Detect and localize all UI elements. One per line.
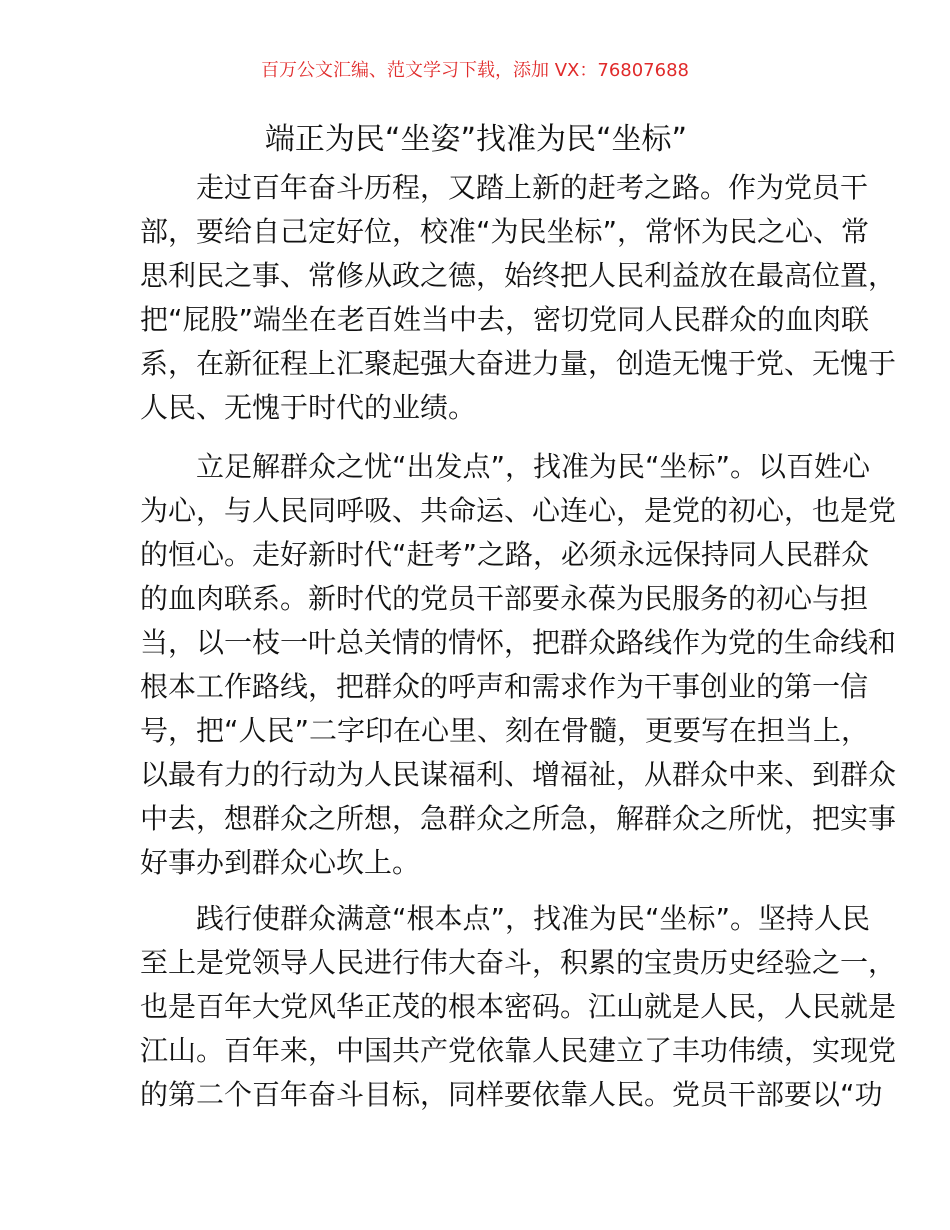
text-line: 走过百年奋斗历程，又踏上新的赶考之路。作为党员干 [196,171,869,204]
text-line: 部，要给自己定好位，校准“为民坐标”，常怀为民之心、常 [140,215,870,248]
text-line: 思利民之事、常修从政之德，始终把人民利益放在最高位置， [140,259,897,292]
text-line: 立足解群众之忧“出发点”，找准为民“坐标”。以百姓心 [196,450,871,483]
text-line: 为心，与人民同呼吸、共命运、心连心，是党的初心，也是党 [140,494,897,527]
text-line: 的恒心。走好新时代“赶考”之路，必须永远保持同人民群众 [140,538,870,571]
text-line: 中去，想群众之所想，急群众之所急，解群众之所忧，把实事 [140,802,897,835]
text-line: 以最有力的行动为人民谋福利、增福祉，从群众中来、到群众 [140,758,897,791]
text-line: 的第二个百年奋斗目标，同样要依靠人民。党员干部要以“功 [140,1078,883,1111]
watermark-header: 百万公文汇编、范文学习下载，添加 VX：76807688 [261,60,689,81]
text-line: 好事办到群众心坎上。 [140,846,421,879]
text-line: 也是百年大党风华正茂的根本密码。江山就是人民，人民就是 [140,990,897,1023]
text-line: 至上是党领导人民进行伟大奋斗，积累的宝贵历史经验之一， [140,946,897,979]
document-title: 端正为民“坐姿”找准为民“坐标” [264,122,688,157]
text-line: 系，在新征程上汇聚起强大奋进力量，创造无愧于党、无愧于 [140,347,897,380]
text-line: 的血肉联系。新时代的党员干部要永葆为民服务的初心与担 [140,582,869,615]
text-line: 践行使群众满意“根本点”，找准为民“坐标”。坚持人民 [196,902,871,935]
text-line: 号，把“人民”二字印在心里、刻在骨髓，更要写在担当上， [140,714,870,747]
paragraph-1 [140,166,897,430]
text-line: 人民、无愧于时代的业绩。 [140,391,477,424]
paragraph-3 [140,897,897,1117]
text-line: 当，以一枝一叶总关情的情怀，把群众路线作为党的生命线和 [140,626,897,659]
text-line: 把“屁股”端坐在老百姓当中去，密切党同人民群众的血肉联 [140,303,870,336]
text-line: 根本工作路线，把群众的呼声和需求作为干事创业的第一信 [140,670,869,703]
text-line: 江山。百年来，中国共产党依靠人民建立了丰功伟绩，实现党 [140,1034,897,1067]
document-body [140,166,897,1132]
paragraph-2 [140,445,897,885]
